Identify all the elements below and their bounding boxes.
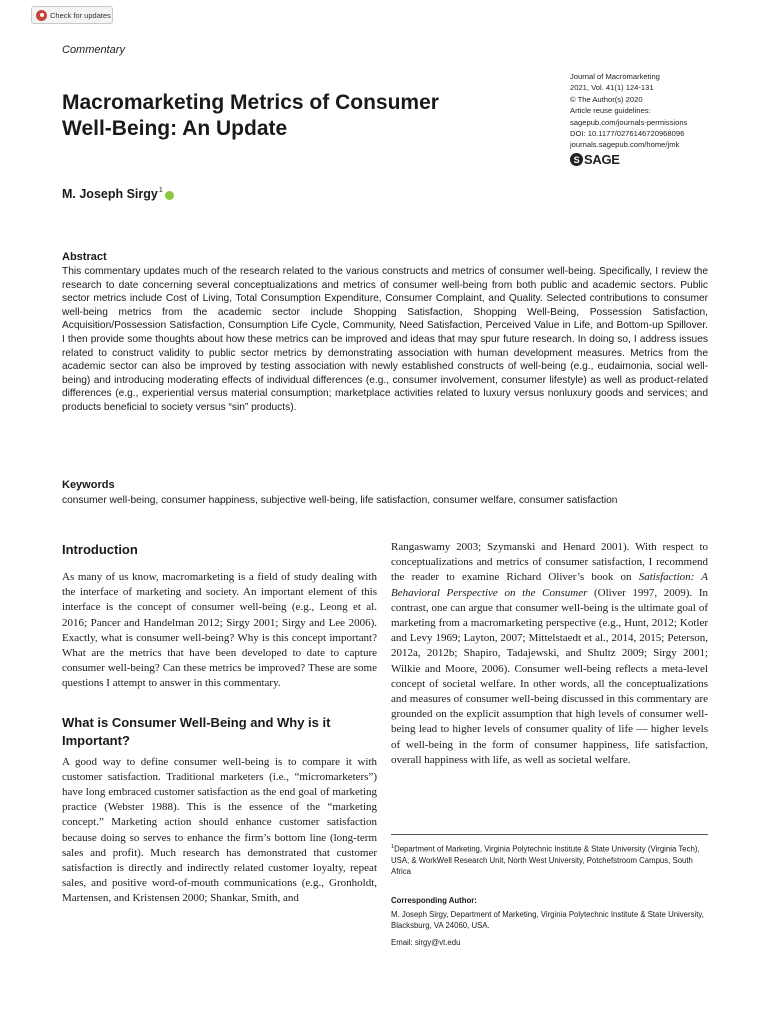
publisher-logo [570, 152, 620, 167]
right-column-paragraph [391, 540, 708, 768]
paragraph-text-part-2: (Oliver 1997, 2009). In contrast, one can argue that consumer well-being is the ultimate goal of marketing from a macromarketing perspective (e.g., Hunt, 2012; Kotler and Levy 1969; Layton, 2007; Mittelstaedt et al., 2014, 2015; Peterson, 2012a, 2012b; Shapiro, Tadajewski, and Shultz 2009; Sirgy 2001; Wilkie and Moore, 2006). Consumer well-being reflects a meta-level concept of societal welfare. In other words, all the conceptualizations and measures of consumer well-being discussed in this commentary are grounded on the explicit assumption that high levels of consumer well-being lead to higher levels of consumer quality of life — higher levels of well-being in the form of consumer happiness, life satisfaction, overall happiness with life, as well as societal welfare. [391, 586, 708, 766]
journal-copyright: © The Author(s) 2020 [570, 94, 643, 104]
reuse-label: Article reuse guidelines: [570, 106, 651, 116]
check-for-updates-badge[interactable] [31, 6, 113, 24]
footnote-mark: 1 [391, 844, 395, 850]
journal-meta [570, 71, 730, 151]
keywords-text: consumer well-being, consumer happiness, subjective well-being, life satisfaction, consumer welfare, consumer satisfaction [62, 495, 618, 506]
corresponding-author-text: M. Joseph Sirgy, Department of Marketing, Virginia Polytechnic Institute & State University, Blacksburg, VA 24060, USA. [391, 910, 704, 930]
journal-volume: 2021, Vol. 41(1) 124-131 [570, 83, 654, 93]
orcid-icon[interactable] [165, 191, 174, 200]
paragraph-text-part-1: Rangaswamy 2003; Szymanski and Henard 2001). With respect to conceptualizations and metrics of consumer satisfaction, I recommend the reader to examine Richard Oliver’s book on [391, 541, 708, 584]
what-is-heading: What is Consumer Well-Being and Why is it Important? [62, 714, 331, 748]
author-line [62, 187, 174, 201]
journal-home-link[interactable]: journals.sagepub.com/home/jmk [570, 140, 680, 150]
journal-name: Journal of Macromarketing [570, 72, 660, 81]
keywords-heading: Keywords [62, 479, 115, 491]
affiliation-footnote [391, 842, 708, 877]
footnote-divider [391, 834, 708, 835]
check-updates-label: Check for updates [50, 10, 111, 20]
left-column [62, 540, 377, 907]
abstract-heading: Abstract [62, 251, 107, 263]
sage-s-icon: S [570, 153, 583, 166]
abstract-text: This commentary updates much of the research related to the various constructs and metrics of consumer well-being. Specifically, I review the research to date concerning several conceptualizations and metrics of consumer well-being from both public and academic sectors. Public sector metrics include Cost of Living, Total Consumption Expenditure, Consumer Complaint, and Quality. Selected contributions to consumer well-being metrics from the academic sector include Shopping Satisfaction, Shopping Well-Being, Possession Satisfaction, Acquisition/Possession Satisfaction, Consumption Life Cycle, Community, Need Satisfaction, Perceived Value in Life, and Bottom-up Spillover. I then provide some thoughts about how these metrics can be improved and ideas that may spur future research. In doing so, I address issues related to construct validity to public sector metrics by demonstrating association with human development measures. Metrics from the academic sector can also be improved by testing association with newly established constructs of well-being (e.g., eudaimonia, social well-being) and introducing moderating effects of individual differences (e.g., consumer involvement, consumer lifestyle) as well as product-related differences (e.g., experiential versus material consumption; marketplace activities related to luxury versus nonluxury goods and services; and products beneficial to society versus “sin” products). [62, 266, 708, 413]
section-tag: Commentary [62, 44, 125, 56]
book-title: Satisfaction: A Behavioral Perspective on the Consumer [391, 571, 708, 599]
author-affil-mark: 1 [158, 187, 163, 194]
publisher-name: SAGE [584, 152, 620, 167]
crossmark-icon [36, 10, 47, 21]
introduction-paragraph: As many of us know, macromarketing is a field of study dealing with the interface of marketing and society. An important element of this interface is the concept of consumer well-being (e.g., Leong et al. 2016; Pancer and Handelman 2012; Sirgy 2001; Sirgy and Lee 2006). Exactly, what is consumer well-being? Why is this concept important? What are the metrics that have been developed to date to capture consumer well-being? Can these metrics be improved? These are some questions I attempt to answer in this commentary. [62, 571, 377, 690]
article-title: Macromarketing Metrics of Consumer Well-Being: An Update [62, 91, 439, 140]
what-is-paragraph: A good way to define consumer well-being is to compare it with customer satisfaction. Traditional marketers (i.e., “micromarketers”) have long embraced customer satisfaction as the end goal of marketing practice (Webster 1988). This is the essence of the “marketing concept.” Marketing action should enhance customer satisfaction because doing so serves to enhance the firm’s bottom line (long-term sales and profit). Much research has demonstrated that customer satisfaction is directly and indirectly related customer loyalty, repeat sales, and positive word-of-mouth communications (e.g., Gronholdt, Martensen, and Kristensen 2000; Shankar, Smith, and [62, 755, 377, 905]
doi-link[interactable]: DOI: 10.1177/0276146720968096 [570, 129, 685, 139]
introduction-heading: Introduction [62, 542, 138, 557]
right-column [391, 540, 708, 768]
corresponding-author-heading: Corresponding Author: [391, 896, 477, 905]
affiliation-text: Department of Marketing, Virginia Polytechnic Institute & State University (Virginia Tech), USA; & WorkWell Research Unit, North West University, Potchefstroom Campus, South Africa [391, 844, 700, 876]
reuse-link[interactable]: sagepub.com/journals-permissions [570, 117, 688, 127]
email-link[interactable]: Email: sirgy@vt.edu [391, 938, 461, 947]
author-name[interactable]: M. Joseph Sirgy [62, 187, 158, 201]
